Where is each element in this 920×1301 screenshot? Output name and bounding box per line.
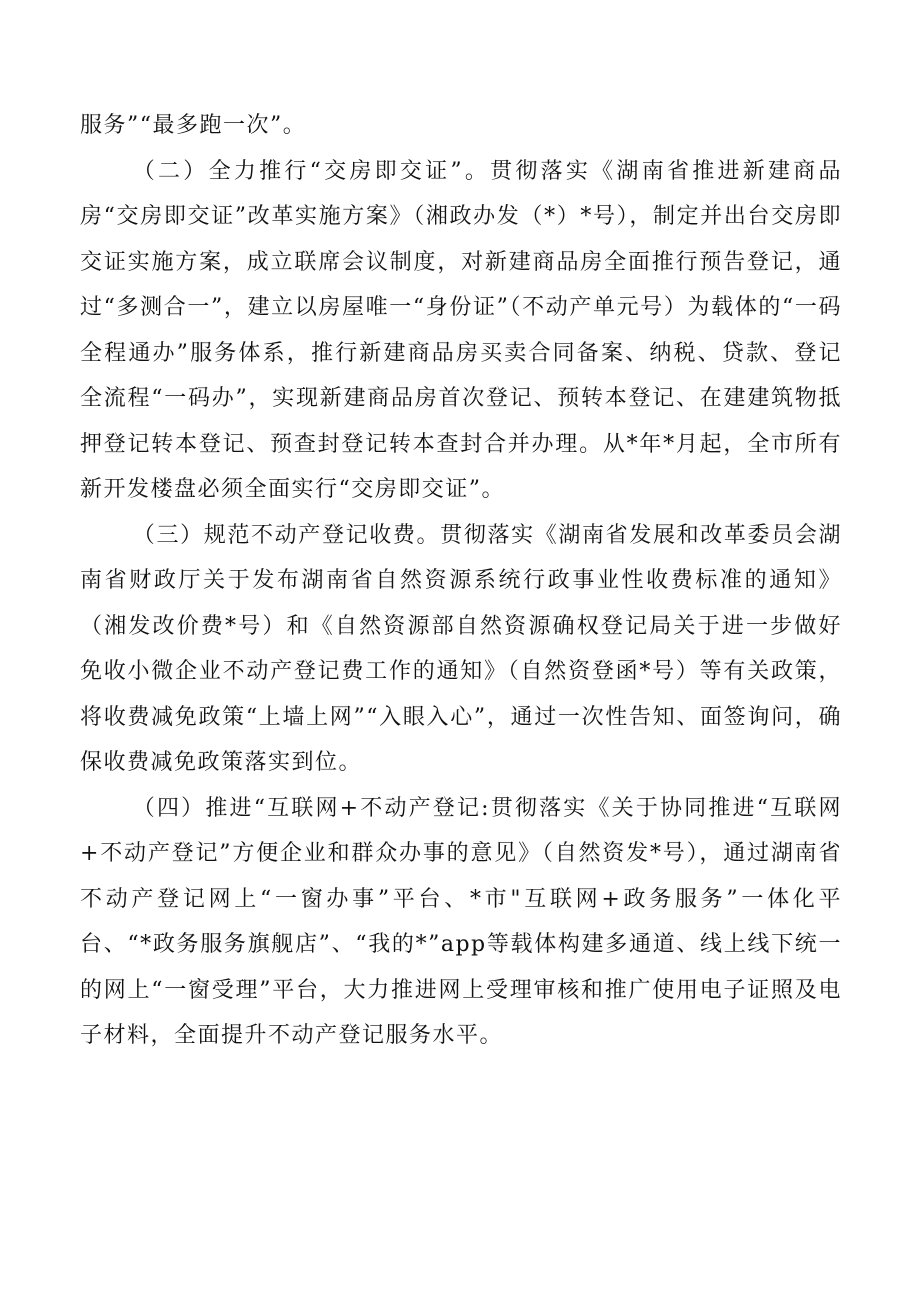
- document-body: [80, 103, 842, 1059]
- paragraph-registration-fees: （三）规范不动产登记收费。贯彻落实《湖南省发展和改革委员会湖南省财政厅关于发布湖南省自然资源系统行政事业性收费标准的通知》（湘发改价费*号）和《自然资源部自然资源确权登记局关于进一步做好免收小微企业不动产登记费工作的通知》（自然资登函*号）等有关政策，将收费减免政策“上墙上网”“入眼入心”，通过一次性告知、面签询问，确保收费减免政策落实到位。: [80, 522, 842, 775]
- paragraph-internet-registration: （四）推进“互联网+不动产登记:贯彻落实《关于协同推进“互联网+不动产登记”方便企业和群众办事的意见》（自然资发*号），通过湖南省不动产登记网上“一窗办事”平台、*市"互联网+政务服务”一体化平台、“*政务服务旗舰店”、“我的*”app等载体构建多通道、线上线下统一的网上“一窗受理”平台，大力推进网上受理审核和推广使用电子证照及电子材料，全面提升不动产登记服务水平。: [80, 795, 842, 1048]
- paragraph-deliver-house-deliver-certificate: （二）全力推行“交房即交证”。贯彻落实《湖南省推进新建商品房“交房即交证”改革实施方案》（湘政办发（*）*号），制定并出台交房即交证实施方案，成立联席会议制度，对新建商品房全面推行预告登记，通过“多测合一”，建立以房屋唯一“身份证”（不动产单元号）为载体的“一码全程通办”服务体系，推行新建商品房买卖合同备案、纳税、贷款、登记全流程“一码办”，实现新建商品房首次登记、预转本登记、在建建筑物抵押登记转本登记、预查封登记转本查封合并办理。从*年*月起，全市所有新开发楼盘必须全面实行“交房即交证”。: [80, 158, 842, 502]
- paragraph-continuation: 服务”“最多跑一次”。: [80, 113, 307, 138]
